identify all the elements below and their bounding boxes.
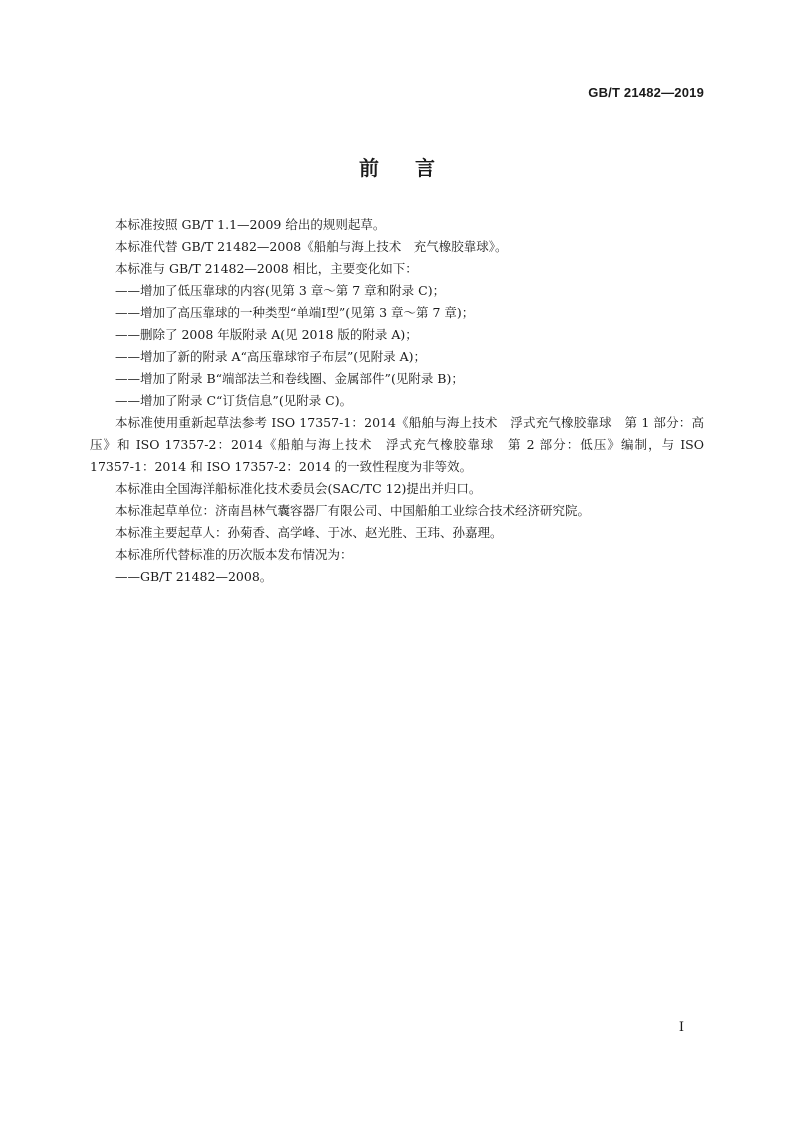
paragraph: 本标准起草单位：济南昌林气囊容器厂有限公司、中国船舶工业综合技术经济研究院。 [115,503,591,518]
paragraph: 本标准与 GB/T 21482—2008 相比，主要变化如下： [115,261,418,276]
paragraph: 本标准按照 GB/T 1.1—2009 给出的规则起草。 [115,217,386,232]
standard-code: GB/T 21482—2019 [588,85,704,100]
foreword-body [90,214,704,588]
change-item: ——GB/T 21482—2008。 [115,569,273,584]
paragraph: 本标准由全国海洋船标准化技术委员会(SAC/TC 12)提出并归口。 [115,481,482,496]
change-item: ——增加了附录 C“订货信息”(见附录 C)。 [115,393,353,408]
paragraph: 本标准所代替标准的历次版本发布情况为： [115,547,353,562]
change-item: ——删除了 2008 年版附录 A(见 2018 版的附录 A)； [115,327,418,342]
page-number: I [678,1020,684,1035]
page-title: 前言 [359,156,471,180]
change-item: ——增加了附录 B“端部法兰和卷线圈、金属部件”(见附录 B)； [115,371,464,386]
change-item: ——增加了高压靠球的一种类型“单端Ⅰ型”(见第 3 章～第 7 章)； [115,305,475,320]
change-item: ——增加了新的附录 A“高压靠球帘子布层”(见附录 A)； [115,349,427,364]
paragraph: 本标准代替 GB/T 21482—2008《船舶与海上技术 充气橡胶靠球》。 [115,239,508,254]
paragraph: 本标准使用重新起草法参考 ISO 17357-1：2014《船舶与海上技术 浮式充气橡胶靠球 第 1 部分：高压》和 ISO 17357-2：2014《船舶与海上技术 浮式充气橡胶靠球 第 2 部分：低压》编制，与 ISO 17357-1：2014 和 ISO 17357-2：2014 的一致性程度为非等效。 [90,415,704,474]
change-item: ——增加了低压靠球的内容(见第 3 章～第 7 章和附录 C)； [115,283,446,298]
paragraph: 本标准主要起草人：孙菊香、高学峰、于冰、赵光胜、王玮、孙嘉理。 [115,525,503,540]
